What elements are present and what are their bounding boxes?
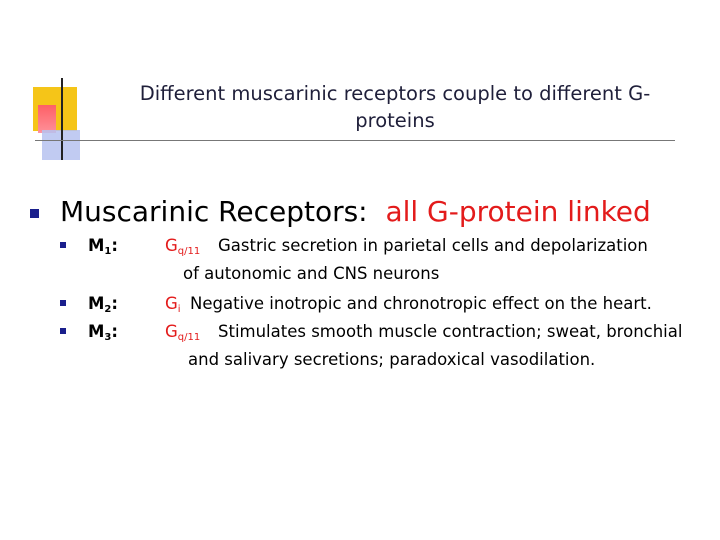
square-bullet-icon bbox=[60, 328, 66, 334]
square-bullet-icon bbox=[60, 242, 66, 248]
square-bullet-icon bbox=[30, 209, 39, 218]
main-bullet-lead: Muscarinic Receptors: bbox=[60, 195, 368, 228]
receptor-description: Gastric secretion in parietal cells and depolarization bbox=[218, 236, 648, 255]
receptor-name: $M_3$: bbox=[88, 322, 118, 343]
g-protein-label: $G_{q/11}$ bbox=[165, 236, 201, 257]
receptor-description-continued: of autonomic and CNS neurons bbox=[183, 264, 440, 283]
g-protein-label: $G_{q/11}$ bbox=[165, 322, 201, 343]
slide-title: Different muscarinic receptors couple to different G-proteins bbox=[139, 82, 651, 132]
main-bullet-text bbox=[60, 195, 651, 229]
title-underline bbox=[35, 140, 675, 141]
receptor-name: $M_1$: bbox=[88, 236, 118, 257]
receptor-name: $M_2$: bbox=[88, 294, 118, 315]
receptor-description: Negative inotropic and chronotropic effect on the heart. bbox=[190, 294, 652, 313]
main-bullet-highlight: all G-protein linked bbox=[385, 195, 651, 228]
decor-red-rectangle bbox=[38, 105, 56, 133]
g-protein-label: $G_i$ bbox=[165, 294, 181, 315]
receptor-description-continued: and salivary secretions; paradoxical vasodilation. bbox=[188, 350, 596, 369]
receptor-description: Stimulates smooth muscle contraction; sweat, bronchial bbox=[218, 322, 683, 341]
square-bullet-icon bbox=[60, 300, 66, 306]
decor-vertical-line bbox=[61, 78, 63, 160]
